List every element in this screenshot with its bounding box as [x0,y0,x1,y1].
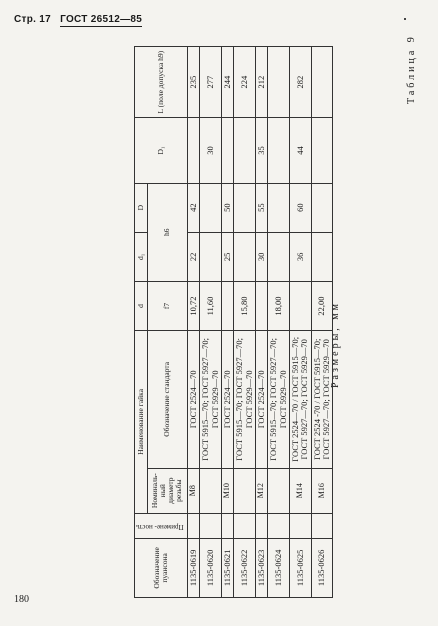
table-row [311,47,333,598]
cell-application [268,513,290,538]
cell-code: 1135-0625 [289,538,311,597]
table-row [200,47,222,598]
cell-thread: M16 [311,468,333,513]
cell-D: 60 [289,183,311,232]
cell-D1 [221,118,233,183]
cell-d: 11,60 [200,281,222,330]
col-D1: D₁ [135,118,188,183]
cell-d1: 30 [255,232,267,281]
col-L: L (поле допуска h9) [135,47,188,118]
cell-d: 10,72 [187,281,199,330]
cell-d: 18,00 [268,281,290,330]
cell-L: 224 [234,47,256,118]
cell-thread: M10 [221,468,233,513]
cell-d1 [268,232,290,281]
col-tol-f7: f7 [147,281,187,330]
speck [404,18,406,20]
cell-application [234,513,256,538]
cell-standard: ГОСТ 2524—70 [187,331,199,468]
table-row [268,47,290,598]
cell-d [255,281,267,330]
standard-label: ГОСТ 26512—85 [60,14,143,25]
cell-D: 42 [187,183,199,232]
page-number: 180 [14,594,29,605]
rotated-table-page [4,34,426,598]
cell-d: 22,00 [311,281,333,330]
col-d: d [135,281,148,330]
col-designation: Обозначение пуансона [135,538,188,597]
cell-D: 55 [255,183,267,232]
table-caption: Таблица 9 [406,34,417,104]
cell-d1: 25 [221,232,233,281]
cell-D1 [234,118,256,183]
col-d1: d₁ [135,232,148,281]
cell-d [289,281,311,330]
cell-L: 282 [289,47,311,118]
cell-application [255,513,267,538]
cell-standard: ГОСТ 2524 -70 / ГОСТ 5915—70; ГОСТ 5927—70; ГОСТ 5929—70 [311,331,333,468]
cell-D: 50 [221,183,233,232]
cell-D [200,183,222,232]
cell-standard: ГОСТ 5915—70; ГОСТ 5927—70; ГОСТ 5929—70 [268,331,290,468]
cell-L: 212 [255,47,267,118]
cell-code: 1135-0622 [234,538,256,597]
cell-d1 [234,232,256,281]
cell-d [221,281,233,330]
cell-d: 15,80 [234,281,256,330]
col-nut-group: Наименование гайка [135,331,148,514]
col-tol-h6: h6 [147,183,187,281]
cell-d1: 36 [289,232,311,281]
cell-standard: ГОСТ 5915—70; ГОСТ 5927—70; ГОСТ 5929—70 [234,331,256,468]
col-application: Примене- ность [135,513,188,538]
table-header-row [135,47,148,598]
cell-d1: 22 [187,232,199,281]
table-row [221,47,233,598]
cell-standard: ГОСТ 2524—70 [255,331,267,468]
cell-d1 [311,232,333,281]
cell-L [311,47,333,118]
cell-thread [234,468,256,513]
cell-thread: M8 [187,468,199,513]
cell-D [311,183,333,232]
cell-code: 1135-0619 [187,538,199,597]
cell-L: 244 [221,47,233,118]
cell-code: 1135-0621 [221,538,233,597]
page-label: Стр. 17 [14,14,52,25]
cell-code: 1135-0624 [268,538,290,597]
cell-D1: 30 [200,118,222,183]
cell-standard: ГОСТ 5915—70; ГОСТ 5927—70; ГОСТ 5929—70 [200,331,222,468]
cell-L: 277 [200,47,222,118]
cell-D1 [187,118,199,183]
table-row [289,47,311,598]
table-title: Размеры, мм [330,301,341,388]
table-row [234,47,256,598]
cell-application [311,513,333,538]
cell-application [200,513,222,538]
cell-standard: ГОСТ 2524—70 / ГОСТ 5915—70; ГОСТ 5927—70; ГОСТ 5929—70 [289,331,311,468]
cell-L [268,47,290,118]
cell-D1 [268,118,290,183]
cell-D1 [311,118,333,183]
cell-thread: M12 [255,468,267,513]
cell-D1: 35 [255,118,267,183]
cell-D [234,183,256,232]
cell-d1 [200,232,222,281]
cell-D1: 44 [289,118,311,183]
cell-thread [200,468,222,513]
cell-code: 1135-0623 [255,538,267,597]
cell-application [221,513,233,538]
cell-standard: ГОСТ 2524—70 [221,331,233,468]
cell-application [187,513,199,538]
col-standard: Обозначение стандарта [147,331,187,468]
col-D: D [135,183,148,232]
cell-thread: M14 [289,468,311,513]
table-row [187,47,199,598]
cell-L: 235 [187,47,199,118]
page-header [14,14,142,25]
cell-application [289,513,311,538]
cell-code: 1135-0620 [200,538,222,597]
cell-code: 1135-0626 [311,538,333,597]
cell-D [268,183,290,232]
col-nominal-diameter: Номиналь- ный диаметр резьбы [147,468,187,513]
cell-thread [268,468,290,513]
table-row [255,47,267,598]
dimensions-table [134,46,333,598]
